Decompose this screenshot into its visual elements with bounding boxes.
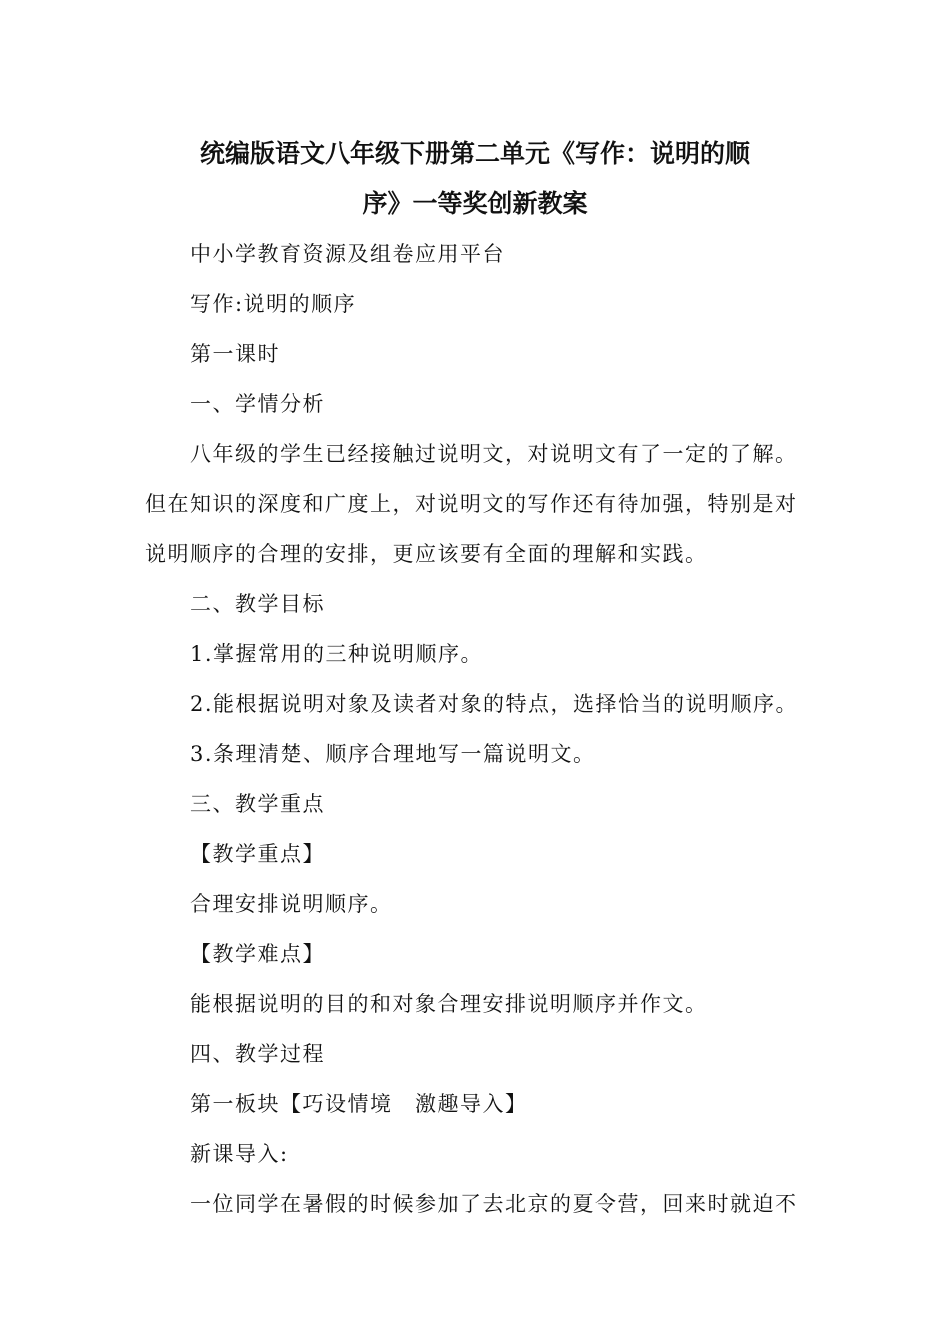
paragraph-line: 八年级的学生已经接触过说明文，对说明文有了一定的了解。 (190, 442, 798, 466)
section-heading-4: 四、教学过程 (190, 1042, 325, 1066)
subheading-introduction: 新课导入: (190, 1142, 289, 1166)
section-heading-1: 一、学情分析 (190, 392, 325, 416)
document-title-line-2: 序》一等奖创新教案 (362, 189, 588, 218)
list-item: 2.能根据说明对象及读者对象的特点，选择恰当的说明顺序。 (190, 692, 799, 716)
section-heading-3: 三、教学重点 (190, 792, 325, 816)
subheading-key-point: 【教学重点】 (190, 842, 325, 866)
paragraph-line: 说明顺序的合理的安排，更应该要有全面的理解和实践。 (145, 542, 708, 566)
lesson-topic: 写作:说明的顺序 (190, 292, 357, 316)
paragraph-line: 能根据说明的目的和对象合理安排说明顺序并作文。 (190, 992, 708, 1016)
platform-name: 中小学教育资源及组卷应用平台 (190, 242, 505, 266)
paragraph-line: 一位同学在暑假的时候参加了去北京的夏令营，回来时就迫不 (190, 1192, 798, 1216)
document-title-line-1: 统编版语文八年级下册第二单元《写作：说明的顺 (199, 139, 750, 168)
list-item: 1.掌握常用的三种说明顺序。 (190, 642, 484, 666)
list-item: 3.条理清楚、顺序合理地写一篇说明文。 (190, 742, 596, 766)
section-heading-2: 二、教学目标 (190, 592, 325, 616)
paragraph-line: 合理安排说明顺序。 (190, 892, 393, 916)
block-heading: 第一板块【巧设情境 激趣导入】 (190, 1092, 528, 1116)
subheading-difficulty: 【教学难点】 (190, 942, 325, 966)
paragraph-line: 但在知识的深度和广度上，对说明文的写作还有待加强，特别是对 (145, 492, 798, 516)
lesson-period: 第一课时 (190, 342, 280, 366)
